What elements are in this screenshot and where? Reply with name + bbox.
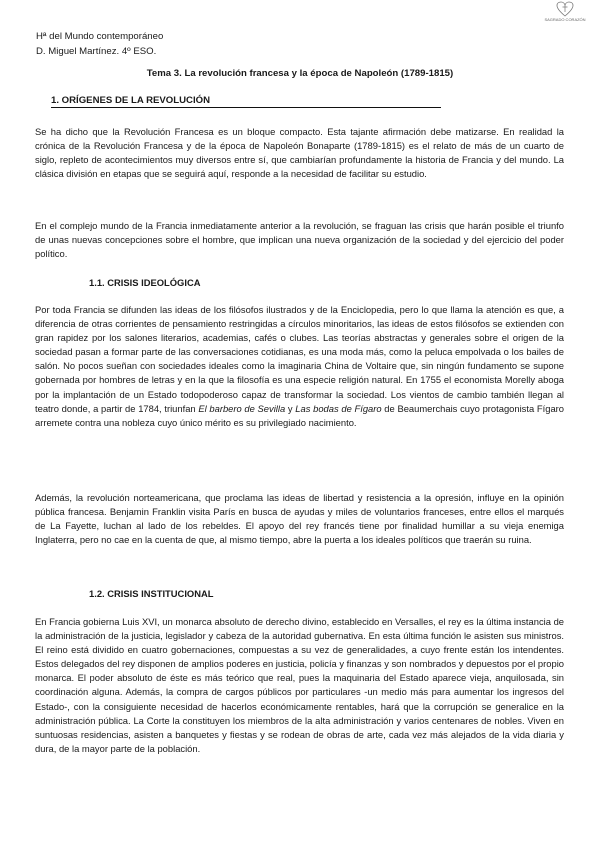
work-title-bodas: Las bodas de Fígaro [295, 402, 382, 414]
paragraph-american-revolution: Además, la revolución norteamericana, que proclama las ideas de libertad y resistencia a la opresión, influye en la opinión pública francesa. Benjamin Franklin visita París en busca de ayudas y miles de voluntarios franceses, entre ellos el marqués de La Fayette, luchan al lado de los rebeldes. El apoyo del rey francés tiene por finalidad humillar a su vieja enemiga Inglaterra, pero no cae en la cuenta de que, al mismo tiempo, abre la puerta a los ideales políticos que traerán su ruina. [35, 492, 564, 546]
work-title-barbero: El barbero de Sevilla [198, 402, 286, 414]
document-title: Tema 3. La revolución francesa y la época de Napoleón (1789-1815) [146, 68, 454, 79]
section-heading-origins: 1. ORÍGENES DE LA REVOLUCIÓN [51, 95, 441, 108]
logo-text: SAGRADO CORAZÓN [544, 17, 586, 22]
heart-emblem-icon [556, 1, 574, 17]
paragraph-ideological-crisis [35, 303, 564, 430]
paragraph-institutional-crisis: En Francia gobierna Luis XVI, un monarca absoluto de derecho divino, establecido en Versalles, el rey es la última instancia de la administración de la justicia, legislador y cabeza de la autoridad gubernativa. En esta última función le asisten sus ministros. El reino está dividido en cuatro gobernaciones, compuestas a su vez de generalidades, a cuyo frente están los intendentes. Estos delegados del rey disponen de amplios poderes en justicia, policía y finanzas y son nombrados y depuestos por el propio monarca. El poder absoluto de éste es más teórico que real, pues la maquinaria del Estado aparece vieja, anquilosada, sin coordinación alguna. Además, la compra de cargos públicos por particulares -un medio más para aumentar los ingresos del Estado-, con la consiguiente necesidad de hacerlos económicamente rentables, hará que la corrupción se generalice en la administración pública. La Corte la constituyen los miembros de la alta administración y varios centenares de nobles. Viven en suntuosas residencias, asisten a banquetes y fiestas y se rodean de obras de arte, cada vez más alejados de la vida diaria y dura, de la mayor parte de la población. [35, 616, 564, 754]
subsection-heading-ideological-crisis: 1.1. CRISIS IDEOLÓGICA [89, 277, 201, 288]
school-logo [538, 1, 592, 22]
paragraph-context: En el complejo mundo de la Francia inmediatamente anterior a la revolución, se fraguan las crisis que harán posible el triunfo de unas nuevas concepciones sobre el hombre, que implican una nueva organización de la sociedad y del ejercicio del poder político. [35, 220, 564, 260]
paragraph-text: de Beaumerchais cuyo protagonista Fígaro arremete contra una nobleza cuyo único mérito es su privilegiado nacimiento. [35, 402, 564, 428]
paragraph-intro: Se ha dicho que la Revolución Francesa es un bloque compacto. Esta tajante afirmación debe matizarse. En realidad la crónica de la Revolución Francesa y de la época de Napoleón Bonaparte (1789-1815) es el relato de más de un cuarto de siglo, repleto de acontecimientos muy diversos entre sí, que cambiarían profundamente la historia de Francia y del mundo. La clásica división en etapas que se seguirá aquí, responde a la necesidad de facilitar su estudio. [35, 126, 564, 180]
document-header [36, 29, 163, 59]
subsection-heading-institutional-crisis: 1.2. CRISIS INSTITUCIONAL [89, 588, 214, 599]
conjunction: y [285, 402, 296, 414]
teacher-name: D. Miguel Martínez. 4º ESO. [36, 46, 157, 57]
course-name: Hª del Mundo contemporáneo [36, 31, 164, 42]
paragraph-text: Por toda Francia se difunden las ideas de los filósofos ilustrados y de la Enciclopedia, pero lo que llama la atención es que, a diferencia de otras corrientes de pensamiento restringidas a círculos minoritarios, las ideas de estos filósofos se extienden con gran rapidez por los salones literarios, academias, cafés o clubes. Las teorías abstractas y generales sobre el origen de la sociedad pasan a formar parte de las conversaciones cotidianas, es una moda más, como la peluca empolvada o los bailes de salón. No pocos sueñan con sociedades ideales como la imaginaria China de Voltaire que, sin ningún fundamento se supone gobernada por hombres de letras y en la que la filosofía es una especie religión natural. En 1755 el economista Morelly aboga por la implantación de un Estado todopoderoso capaz de transformar la sociedad. Los vientos de cambio también llegan al teatro donde, a partir de 1784, triunfan [35, 304, 564, 414]
